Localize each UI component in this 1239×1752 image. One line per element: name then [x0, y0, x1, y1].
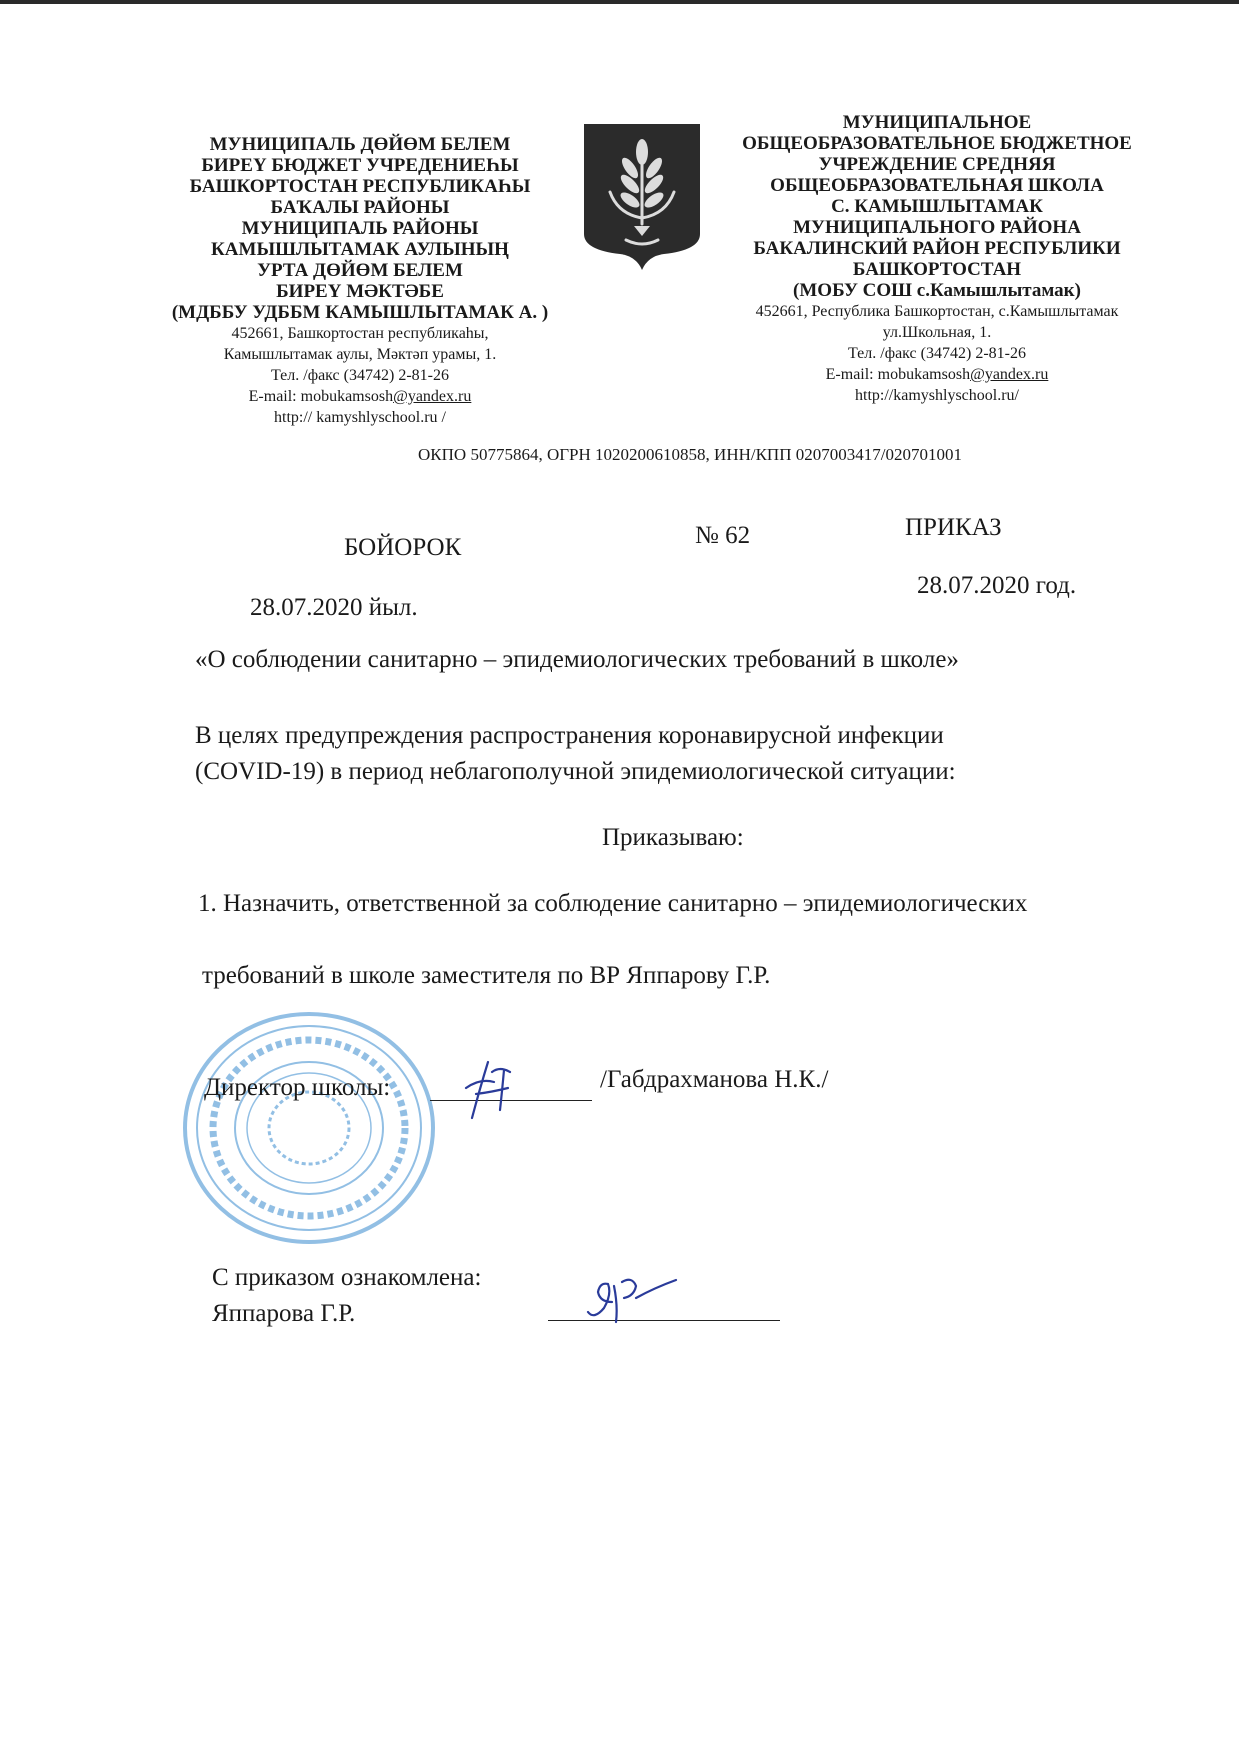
order-title-russian: ПРИКАЗ	[905, 514, 1002, 541]
email-link[interactable]: @yandex.ru	[970, 366, 1049, 383]
header-left-site: http:// kamyshlyschool.ru /	[274, 409, 446, 426]
email-link[interactable]: @yandex.ru	[393, 388, 472, 405]
handwritten-signature-icon	[458, 1058, 528, 1124]
header-left-line: УРТА ДӨЙӨМ БЕЛЕМ	[257, 260, 463, 281]
header-right-line: (МОБУ СОШ с.Камышлытамак)	[793, 280, 1081, 301]
order-title-bashkir: БОЙОРОК	[344, 534, 462, 561]
header-left-line: БИРЕҮ БЮДЖЕТ УЧРЕДЕНИЕҺЫ	[201, 155, 519, 176]
header-left-phone: Тел. /факс (34742) 2-81-26	[271, 367, 449, 384]
acknowledgement-signature	[584, 1272, 680, 1329]
scan-border	[0, 0, 1239, 4]
order-item: 1. Назначить, ответственной за соблюдение санитарно – эпидемиологических	[198, 890, 1028, 917]
order-date-bashkir: 28.07.2020 йыл.	[250, 594, 418, 621]
director-name: /Габдрахманова Н.К./	[600, 1066, 829, 1093]
header-right-line: МУНИЦИПАЛЬНОЕ	[842, 112, 1032, 133]
header-left-line: (МДББУ УДББМ КАМЫШЛЫТАМАК А. )	[171, 302, 549, 323]
order-date-russian: 28.07.2020 год.	[917, 572, 1077, 599]
header-left-email	[140, 386, 580, 407]
emblem-shield-icon	[580, 122, 704, 272]
order-command: Приказываю:	[602, 824, 744, 851]
header-left-line: КАМЫШЛЫТАМАК АУЛЫНЫҢ	[211, 239, 509, 260]
header-left-line: БИРЕҮ МӘКТӘБЕ	[276, 281, 444, 302]
header-right-line: ОБЩЕОБРАЗОВАТЕЛЬНАЯ ШКОЛА	[770, 175, 1104, 196]
header-right-line: БАШКОРТОСТАН	[852, 259, 1022, 280]
header-right-email	[712, 364, 1162, 385]
email-prefix: E-mail: mobukamsosh	[825, 366, 971, 383]
header-right-line: БАКАЛИНСКИЙ РАЙОН РЕСПУБЛИКИ	[753, 238, 1121, 259]
header-left-line: МУНИЦИПАЛЬ ДӨЙӨМ БЕЛЕМ	[209, 134, 511, 155]
header-right-phone: Тел. /факс (34742) 2-81-26	[848, 345, 1026, 362]
header-right-line: МУНИЦИПАЛЬНОГО РАЙОНА	[793, 217, 1081, 238]
emblem	[580, 122, 704, 272]
header-right-site: http://kamyshlyschool.ru/	[855, 387, 1019, 404]
order-number: № 62	[695, 522, 751, 549]
acknowledgement-label: С приказом ознакомлена:	[212, 1264, 482, 1291]
registration-codes: ОКПО 50775864, ОГРН 1020200610858, ИНН/КПП 0207003417/020701001	[418, 445, 962, 464]
header-left-line: БАҠАЛЫ РАЙОНЫ	[270, 197, 450, 218]
header-right-address: ул.Школьная, 1.	[882, 324, 992, 341]
handwritten-signature-icon	[584, 1272, 680, 1324]
preamble-line: (COVID-19) в период неблагополучной эпидемиологической ситуации:	[195, 758, 956, 785]
header-left-line: МУНИЦИПАЛЬ РАЙОНЫ	[241, 218, 479, 239]
header-right	[712, 112, 1162, 406]
preamble-line: В целях предупреждения распространения коронавирусной инфекции	[195, 722, 944, 749]
order-item: требований в школе заместителя по ВР Яппарову Г.Р.	[202, 962, 771, 989]
round-stamp-icon	[180, 1008, 438, 1248]
header-left	[140, 134, 580, 428]
email-prefix: E-mail: mobukamsosh	[248, 388, 394, 405]
school-stamp	[180, 1008, 438, 1248]
acknowledgement-name: Яппарова Г.Р.	[212, 1300, 356, 1327]
header-right-address: 452661, Республика Башкортостан, с.Камышлытамак	[755, 303, 1119, 320]
header-right-line: С. КАМЫШЛЫТАМАК	[831, 196, 1043, 217]
header-right-line: УЧРЕЖДЕНИЕ СРЕДНЯЯ	[818, 154, 1056, 175]
director-signature	[458, 1058, 528, 1129]
header-left-address: 452661, Башкортостан республикаһы,	[231, 325, 489, 342]
header-right-line: ОБЩЕОБРАЗОВАТЕЛЬНОЕ БЮДЖЕТНОЕ	[742, 133, 1132, 154]
header-left-line: БАШКОРТОСТАН РЕСПУБЛИКАҺЫ	[189, 176, 531, 197]
director-label: Директор школы:	[204, 1074, 391, 1101]
header-left-address: Камышлытамак аулы, Мәктәп урамы, 1.	[223, 346, 497, 363]
order-subject: «О соблюдении санитарно – эпидемиологических требований в школе»	[195, 646, 959, 673]
